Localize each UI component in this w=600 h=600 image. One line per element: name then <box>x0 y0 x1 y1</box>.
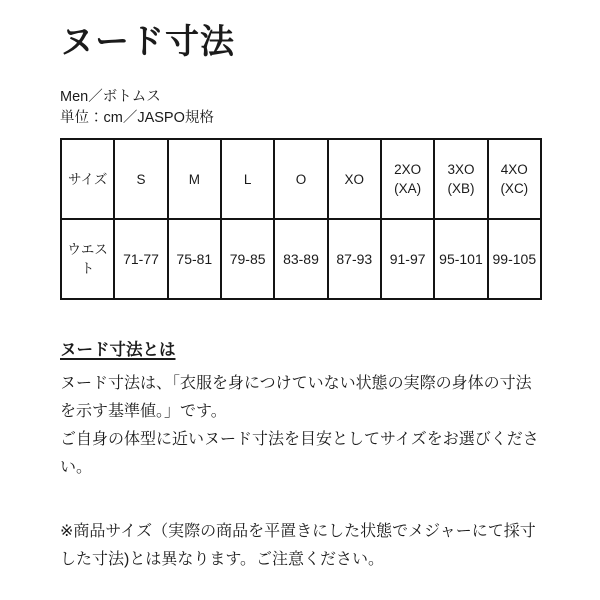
size-code: (XB) <box>447 181 475 197</box>
waist-value-o: 83-89 <box>274 219 327 299</box>
explanation-paragraph <box>60 370 542 482</box>
explanation-line-2: ご自身の体型に近いヌード寸法を目安としてサイズをお選びください。 <box>60 431 539 477</box>
waist-value-xo: 87-93 <box>328 219 381 299</box>
waist-value-l: 79-85 <box>221 219 274 299</box>
waist-value-s: 71-77 <box>114 219 167 299</box>
explanation-section <box>60 336 542 482</box>
size-col-xo <box>328 139 381 219</box>
size-name: XO <box>344 171 365 187</box>
size-name: M <box>188 171 200 187</box>
size-col-2xo <box>381 139 434 219</box>
waist-value-4xo: 99-105 <box>488 219 541 299</box>
waist-row-label: ウエスト <box>61 219 114 299</box>
size-code: (XA) <box>394 181 422 197</box>
meta-block <box>60 87 542 129</box>
size-name: L <box>243 171 252 187</box>
size-col-l <box>221 139 274 219</box>
size-name: O <box>295 171 307 187</box>
size-header-row <box>61 139 541 219</box>
explanation-heading: ヌード寸法とは <box>60 341 176 360</box>
size-col-m <box>168 139 221 219</box>
size-col-o <box>274 139 327 219</box>
size-code: (XC) <box>500 181 529 197</box>
size-col-4xo <box>488 139 541 219</box>
size-name: S <box>136 171 146 187</box>
unit-standard-label: 単位：cm／JASPO規格 <box>60 110 214 127</box>
category-label: Men／ボトムス <box>60 89 161 106</box>
size-name: 4XO <box>500 162 528 178</box>
size-name: 3XO <box>447 162 475 178</box>
explanation-line-1: ヌード寸法は、「衣服を身につけていない状態の実際の身体の寸法を示す基準値。」です。 <box>60 375 532 421</box>
size-col-3xo <box>434 139 487 219</box>
product-size-note: ※商品サイズ（実際の商品を平置きにした状態でメジャーにて採寸した寸法)とは異なります。ご注意ください。 <box>60 523 536 569</box>
size-row-label: サイズ <box>61 139 114 219</box>
waist-value-2xo: 91-97 <box>381 219 434 299</box>
size-table <box>60 138 542 300</box>
waist-row <box>61 219 541 299</box>
size-col-s <box>114 139 167 219</box>
waist-value-3xo: 95-101 <box>434 219 487 299</box>
waist-value-m: 75-81 <box>168 219 221 299</box>
size-name: 2XO <box>394 162 422 178</box>
page-title: ヌード寸法 <box>60 23 235 61</box>
